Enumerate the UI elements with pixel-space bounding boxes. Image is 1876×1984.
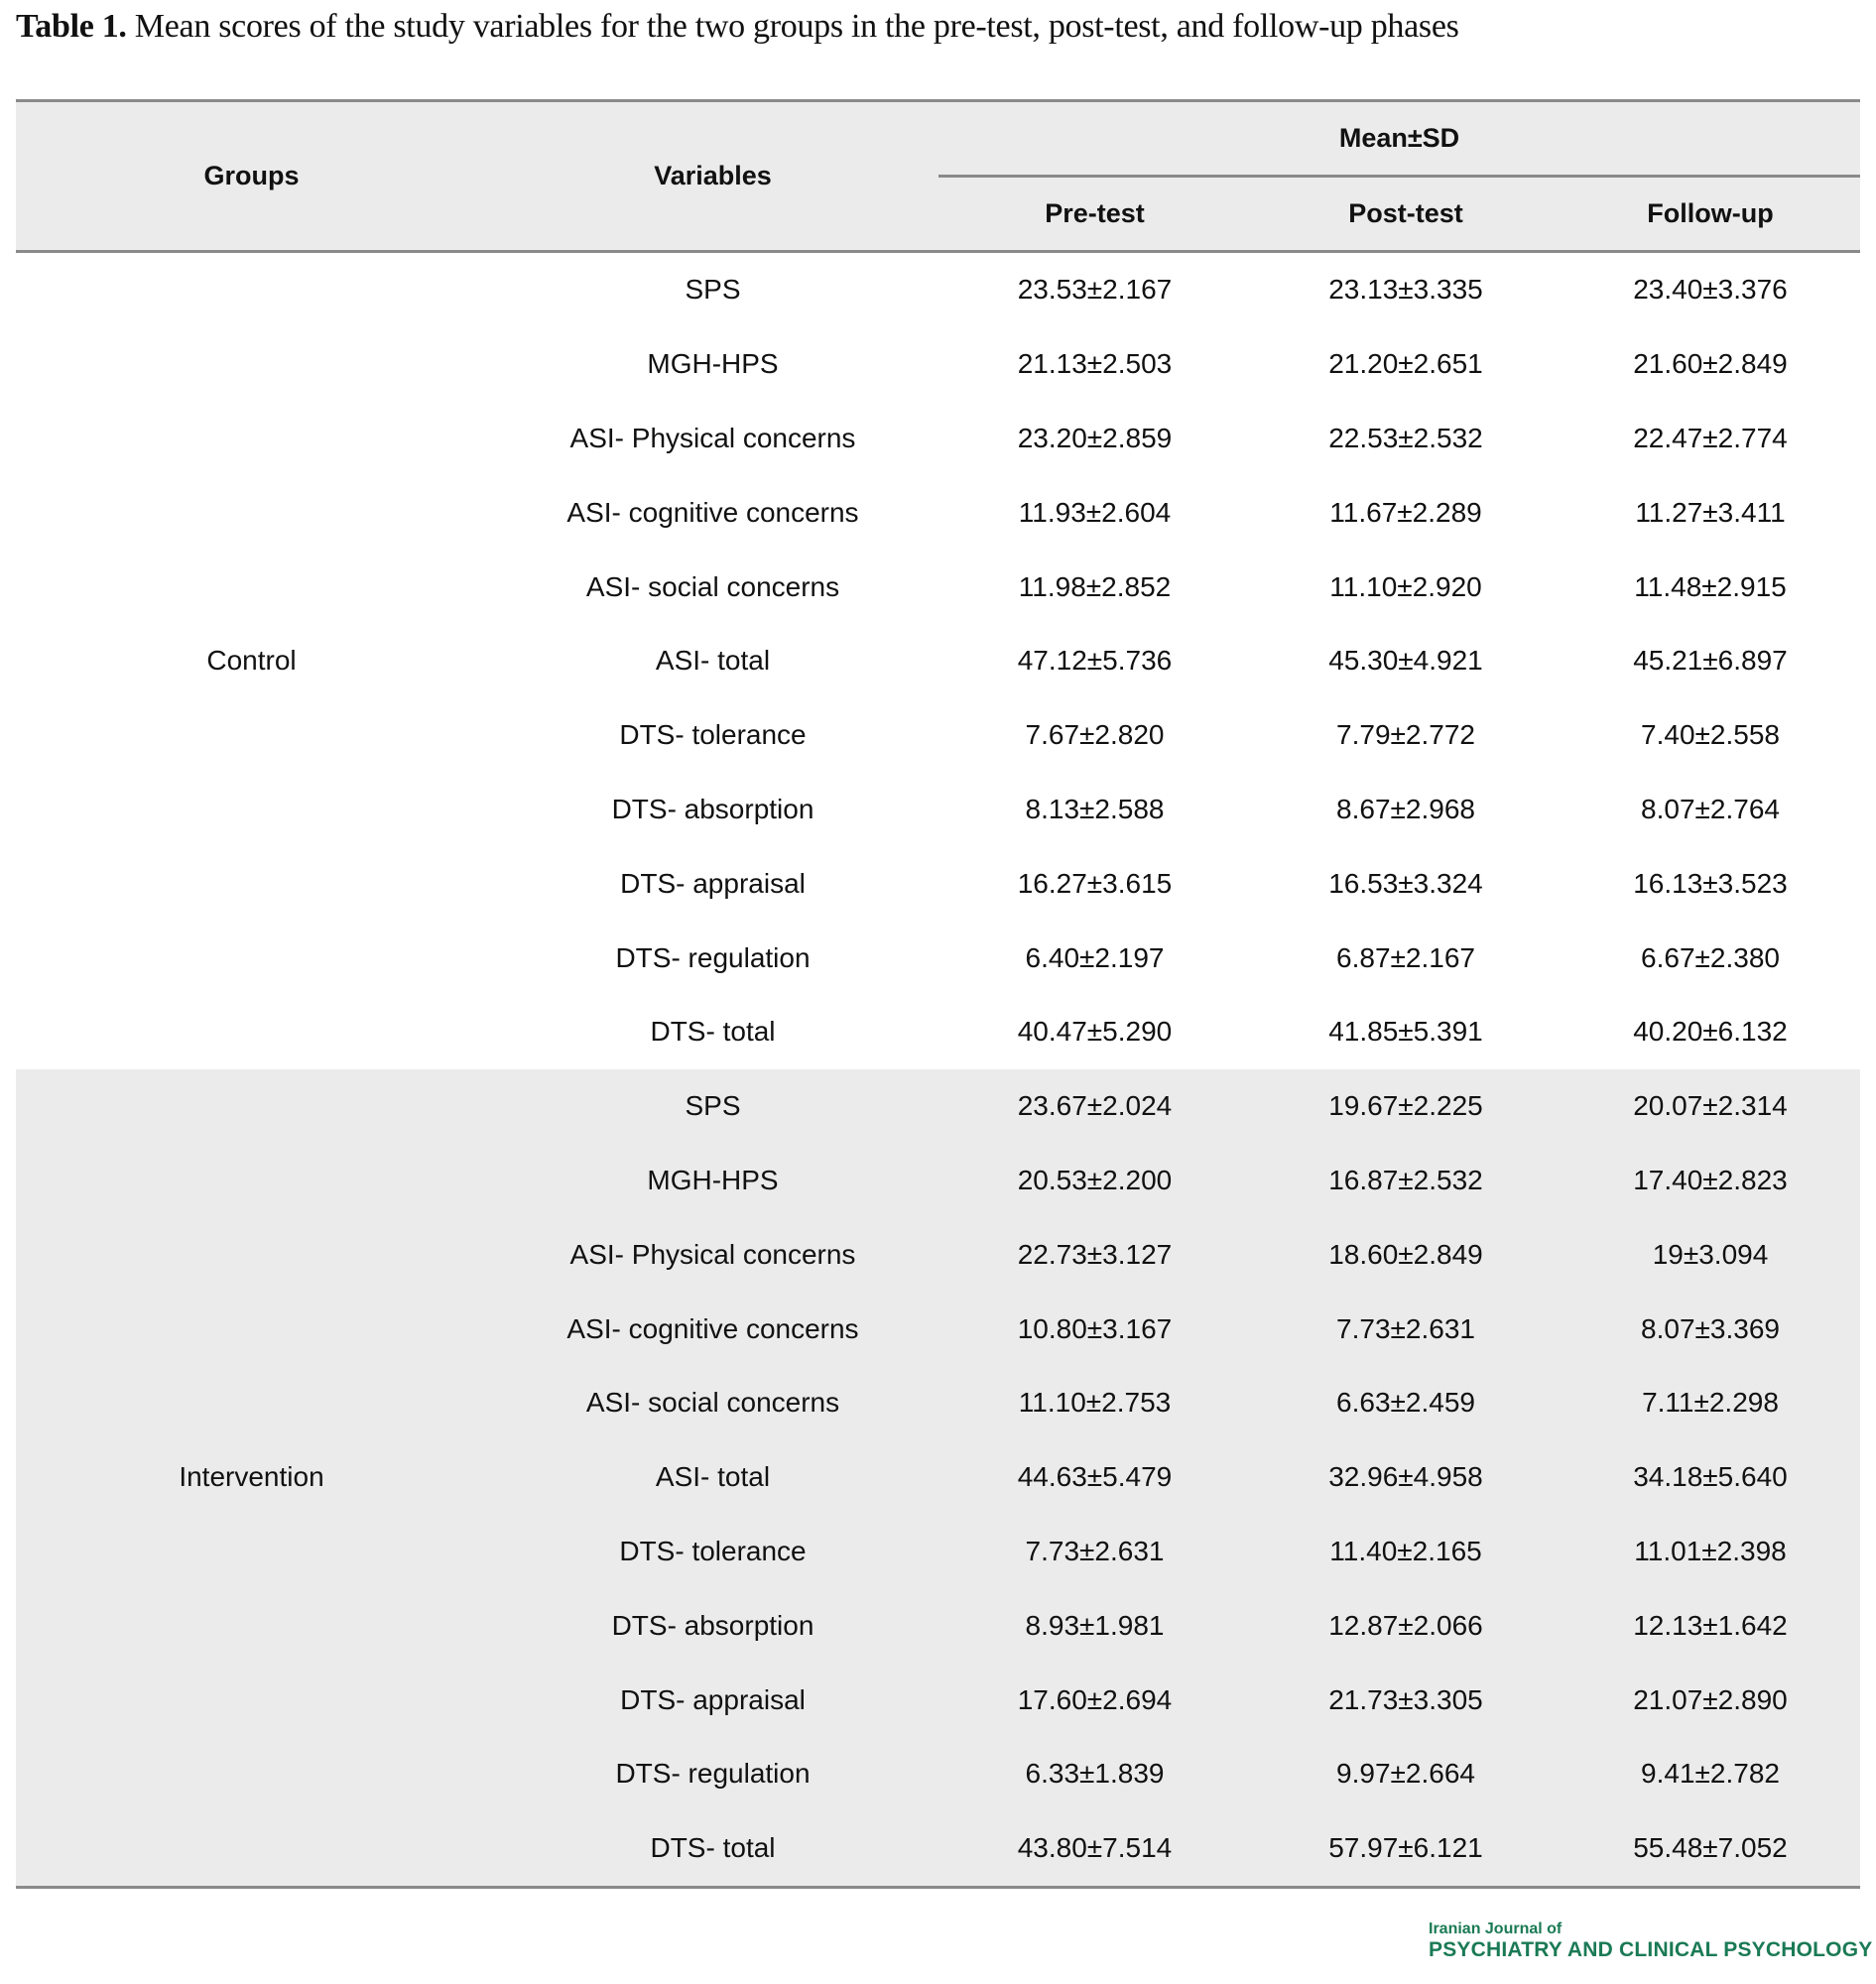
post-test-cell: 6.87±2.167 bbox=[1336, 941, 1475, 973]
follow-up-cell: 23.40±3.376 bbox=[1633, 274, 1788, 306]
follow-up-cell: 6.67±2.380 bbox=[1641, 941, 1780, 973]
pre-test-cell: 7.73±2.631 bbox=[938, 1515, 1251, 1589]
post-test-cell: 8.67±2.968 bbox=[1336, 793, 1475, 824]
post-test-cell: 18.60±2.849 bbox=[1251, 1217, 1561, 1292]
pre-test-cell: 20.53±2.200 bbox=[938, 1144, 1251, 1218]
header-follow-up: Follow-up bbox=[1561, 177, 1860, 252]
group-name-cell: Control bbox=[206, 645, 297, 677]
variable-cell: DTS- total bbox=[650, 1016, 776, 1048]
follow-up-cell: 40.20±6.132 bbox=[1633, 1016, 1788, 1048]
table-caption bbox=[16, 8, 1459, 46]
journal-logo-line1: Iranian Journal of bbox=[1429, 1921, 1563, 1937]
group-intervention bbox=[16, 1069, 1860, 1887]
follow-up-cell: 8.07±3.369 bbox=[1561, 1292, 1860, 1366]
follow-up-cell: 22.47±2.774 bbox=[1633, 422, 1788, 453]
post-test-cell: 45.30±4.921 bbox=[1328, 645, 1483, 677]
post-test-cell: 11.10±2.920 bbox=[1329, 570, 1482, 602]
follow-up-cell: 19±3.094 bbox=[1561, 1217, 1860, 1292]
header-mean-sd: Mean±SD bbox=[938, 101, 1860, 177]
pre-test-cell: 11.93±2.604 bbox=[1018, 496, 1172, 528]
variable-cell: ASI- total bbox=[487, 1440, 938, 1515]
pre-test-cell: 8.13±2.588 bbox=[1025, 793, 1165, 824]
variable-cell: SPS bbox=[487, 1069, 938, 1144]
variable-cell: DTS- regulation bbox=[615, 941, 811, 973]
variable-cell: DTS- appraisal bbox=[620, 867, 806, 899]
follow-up-cell: 20.07±2.314 bbox=[1561, 1069, 1860, 1144]
post-test-cell: 57.97±6.121 bbox=[1251, 1811, 1561, 1887]
variable-cell: ASI- Physical concerns bbox=[569, 422, 856, 453]
follow-up-cell: 34.18±5.640 bbox=[1561, 1440, 1860, 1515]
variable-cell: DTS- regulation bbox=[487, 1737, 938, 1811]
follow-up-cell: 7.40±2.558 bbox=[1641, 719, 1780, 751]
results-table-container bbox=[16, 99, 1860, 1889]
variable-cell: ASI- Physical concerns bbox=[487, 1217, 938, 1292]
variable-cell: ASI- total bbox=[655, 645, 771, 677]
caption-text: Mean scores of the study variables for the two groups in the pre-test, post-test, and follow-up phases bbox=[126, 8, 1459, 45]
pre-test-cell: 21.13±2.503 bbox=[1017, 348, 1173, 380]
pre-test-cell: 23.20±2.859 bbox=[1017, 422, 1173, 453]
follow-up-cell: 11.01±2.398 bbox=[1561, 1515, 1860, 1589]
group-name-cell: Intervention bbox=[16, 1069, 487, 1887]
journal-logo bbox=[1429, 1921, 1872, 1962]
pre-test-cell: 7.67±2.820 bbox=[1025, 719, 1165, 751]
post-test-cell: 7.73±2.631 bbox=[1251, 1292, 1561, 1366]
post-test-cell: 41.85±5.391 bbox=[1328, 1016, 1483, 1048]
header-pre-test: Pre-test bbox=[938, 177, 1251, 252]
variable-cell: ASI- social concerns bbox=[487, 1366, 938, 1440]
caption-label: Table 1. bbox=[16, 8, 127, 45]
pre-test-cell: 23.67±2.024 bbox=[938, 1069, 1251, 1144]
pre-test-cell: 10.80±3.167 bbox=[938, 1292, 1251, 1366]
post-test-cell: 21.20±2.651 bbox=[1328, 348, 1483, 380]
post-test-cell: 12.87±2.066 bbox=[1251, 1588, 1561, 1663]
variable-cell: DTS- absorption bbox=[487, 1588, 938, 1663]
table-header bbox=[16, 101, 1860, 252]
pre-test-cell: 43.80±7.514 bbox=[938, 1811, 1251, 1887]
post-test-cell: 19.67±2.225 bbox=[1251, 1069, 1561, 1144]
variable-cell: SPS bbox=[685, 274, 741, 306]
header-groups: Groups bbox=[16, 101, 487, 252]
pre-test-cell: 8.93±1.981 bbox=[938, 1588, 1251, 1663]
follow-up-cell: 21.07±2.890 bbox=[1561, 1663, 1860, 1737]
pre-test-cell: 47.12±5.736 bbox=[1017, 645, 1173, 677]
follow-up-cell: 55.48±7.052 bbox=[1561, 1811, 1860, 1887]
follow-up-cell: 21.60±2.849 bbox=[1633, 348, 1788, 380]
variable-cell: MGH-HPS bbox=[647, 348, 779, 380]
pre-test-cell: 6.33±1.839 bbox=[938, 1737, 1251, 1811]
post-test-cell: 7.79±2.772 bbox=[1336, 719, 1475, 751]
pre-test-cell: 6.40±2.197 bbox=[1025, 941, 1165, 973]
follow-up-cell: 11.27±3.411 bbox=[1635, 496, 1786, 528]
variable-cell: ASI- cognitive concerns bbox=[566, 496, 859, 528]
table-row bbox=[16, 252, 1860, 327]
follow-up-cell: 8.07±2.764 bbox=[1641, 793, 1780, 824]
post-test-cell: 6.63±2.459 bbox=[1251, 1366, 1561, 1440]
results-table bbox=[16, 99, 1860, 1889]
follow-up-cell: 11.48±2.915 bbox=[1634, 570, 1787, 602]
follow-up-cell: 7.11±2.298 bbox=[1561, 1366, 1860, 1440]
follow-up-cell: 9.41±2.782 bbox=[1561, 1737, 1860, 1811]
pre-test-cell: 17.60±2.694 bbox=[938, 1663, 1251, 1737]
variable-cell: ASI- cognitive concerns bbox=[487, 1292, 938, 1366]
post-test-cell: 11.67±2.289 bbox=[1329, 496, 1482, 528]
follow-up-cell: 12.13±1.642 bbox=[1561, 1588, 1860, 1663]
pre-test-cell: 40.47±5.290 bbox=[1017, 1016, 1173, 1048]
post-test-cell: 21.73±3.305 bbox=[1251, 1663, 1561, 1737]
pre-test-cell: 23.53±2.167 bbox=[1017, 274, 1173, 306]
post-test-cell: 9.97±2.664 bbox=[1251, 1737, 1561, 1811]
post-test-cell: 22.53±2.532 bbox=[1328, 422, 1483, 453]
pre-test-cell: 11.98±2.852 bbox=[1018, 570, 1172, 602]
group-control bbox=[16, 252, 1860, 1069]
post-test-cell: 16.87±2.532 bbox=[1251, 1144, 1561, 1218]
variable-cell: MGH-HPS bbox=[487, 1144, 938, 1218]
variable-cell: DTS- tolerance bbox=[619, 719, 807, 751]
post-test-cell: 32.96±4.958 bbox=[1251, 1440, 1561, 1515]
pre-test-cell: 16.27±3.615 bbox=[1017, 867, 1173, 899]
follow-up-cell: 16.13±3.523 bbox=[1633, 867, 1788, 899]
variable-cell: DTS- appraisal bbox=[487, 1663, 938, 1737]
pre-test-cell: 44.63±5.479 bbox=[938, 1440, 1251, 1515]
post-test-cell: 23.13±3.335 bbox=[1328, 274, 1483, 306]
post-test-cell: 11.40±2.165 bbox=[1251, 1515, 1561, 1589]
table-row bbox=[16, 1069, 1860, 1144]
pre-test-cell: 11.10±2.753 bbox=[938, 1366, 1251, 1440]
post-test-cell: 16.53±3.324 bbox=[1328, 867, 1483, 899]
follow-up-cell: 45.21±6.897 bbox=[1633, 645, 1788, 677]
variable-cell: ASI- social concerns bbox=[585, 570, 840, 602]
header-variables: Variables bbox=[487, 101, 938, 252]
pre-test-cell: 22.73±3.127 bbox=[938, 1217, 1251, 1292]
variable-cell: DTS- total bbox=[487, 1811, 938, 1887]
variable-cell: DTS- tolerance bbox=[487, 1515, 938, 1589]
follow-up-cell: 17.40±2.823 bbox=[1561, 1144, 1860, 1218]
variable-cell: DTS- absorption bbox=[611, 793, 814, 824]
journal-logo-line2: PSYCHIATRY AND CLINICAL PSYCHOLOGY bbox=[1429, 1938, 1873, 1961]
header-post-test: Post-test bbox=[1251, 177, 1561, 252]
